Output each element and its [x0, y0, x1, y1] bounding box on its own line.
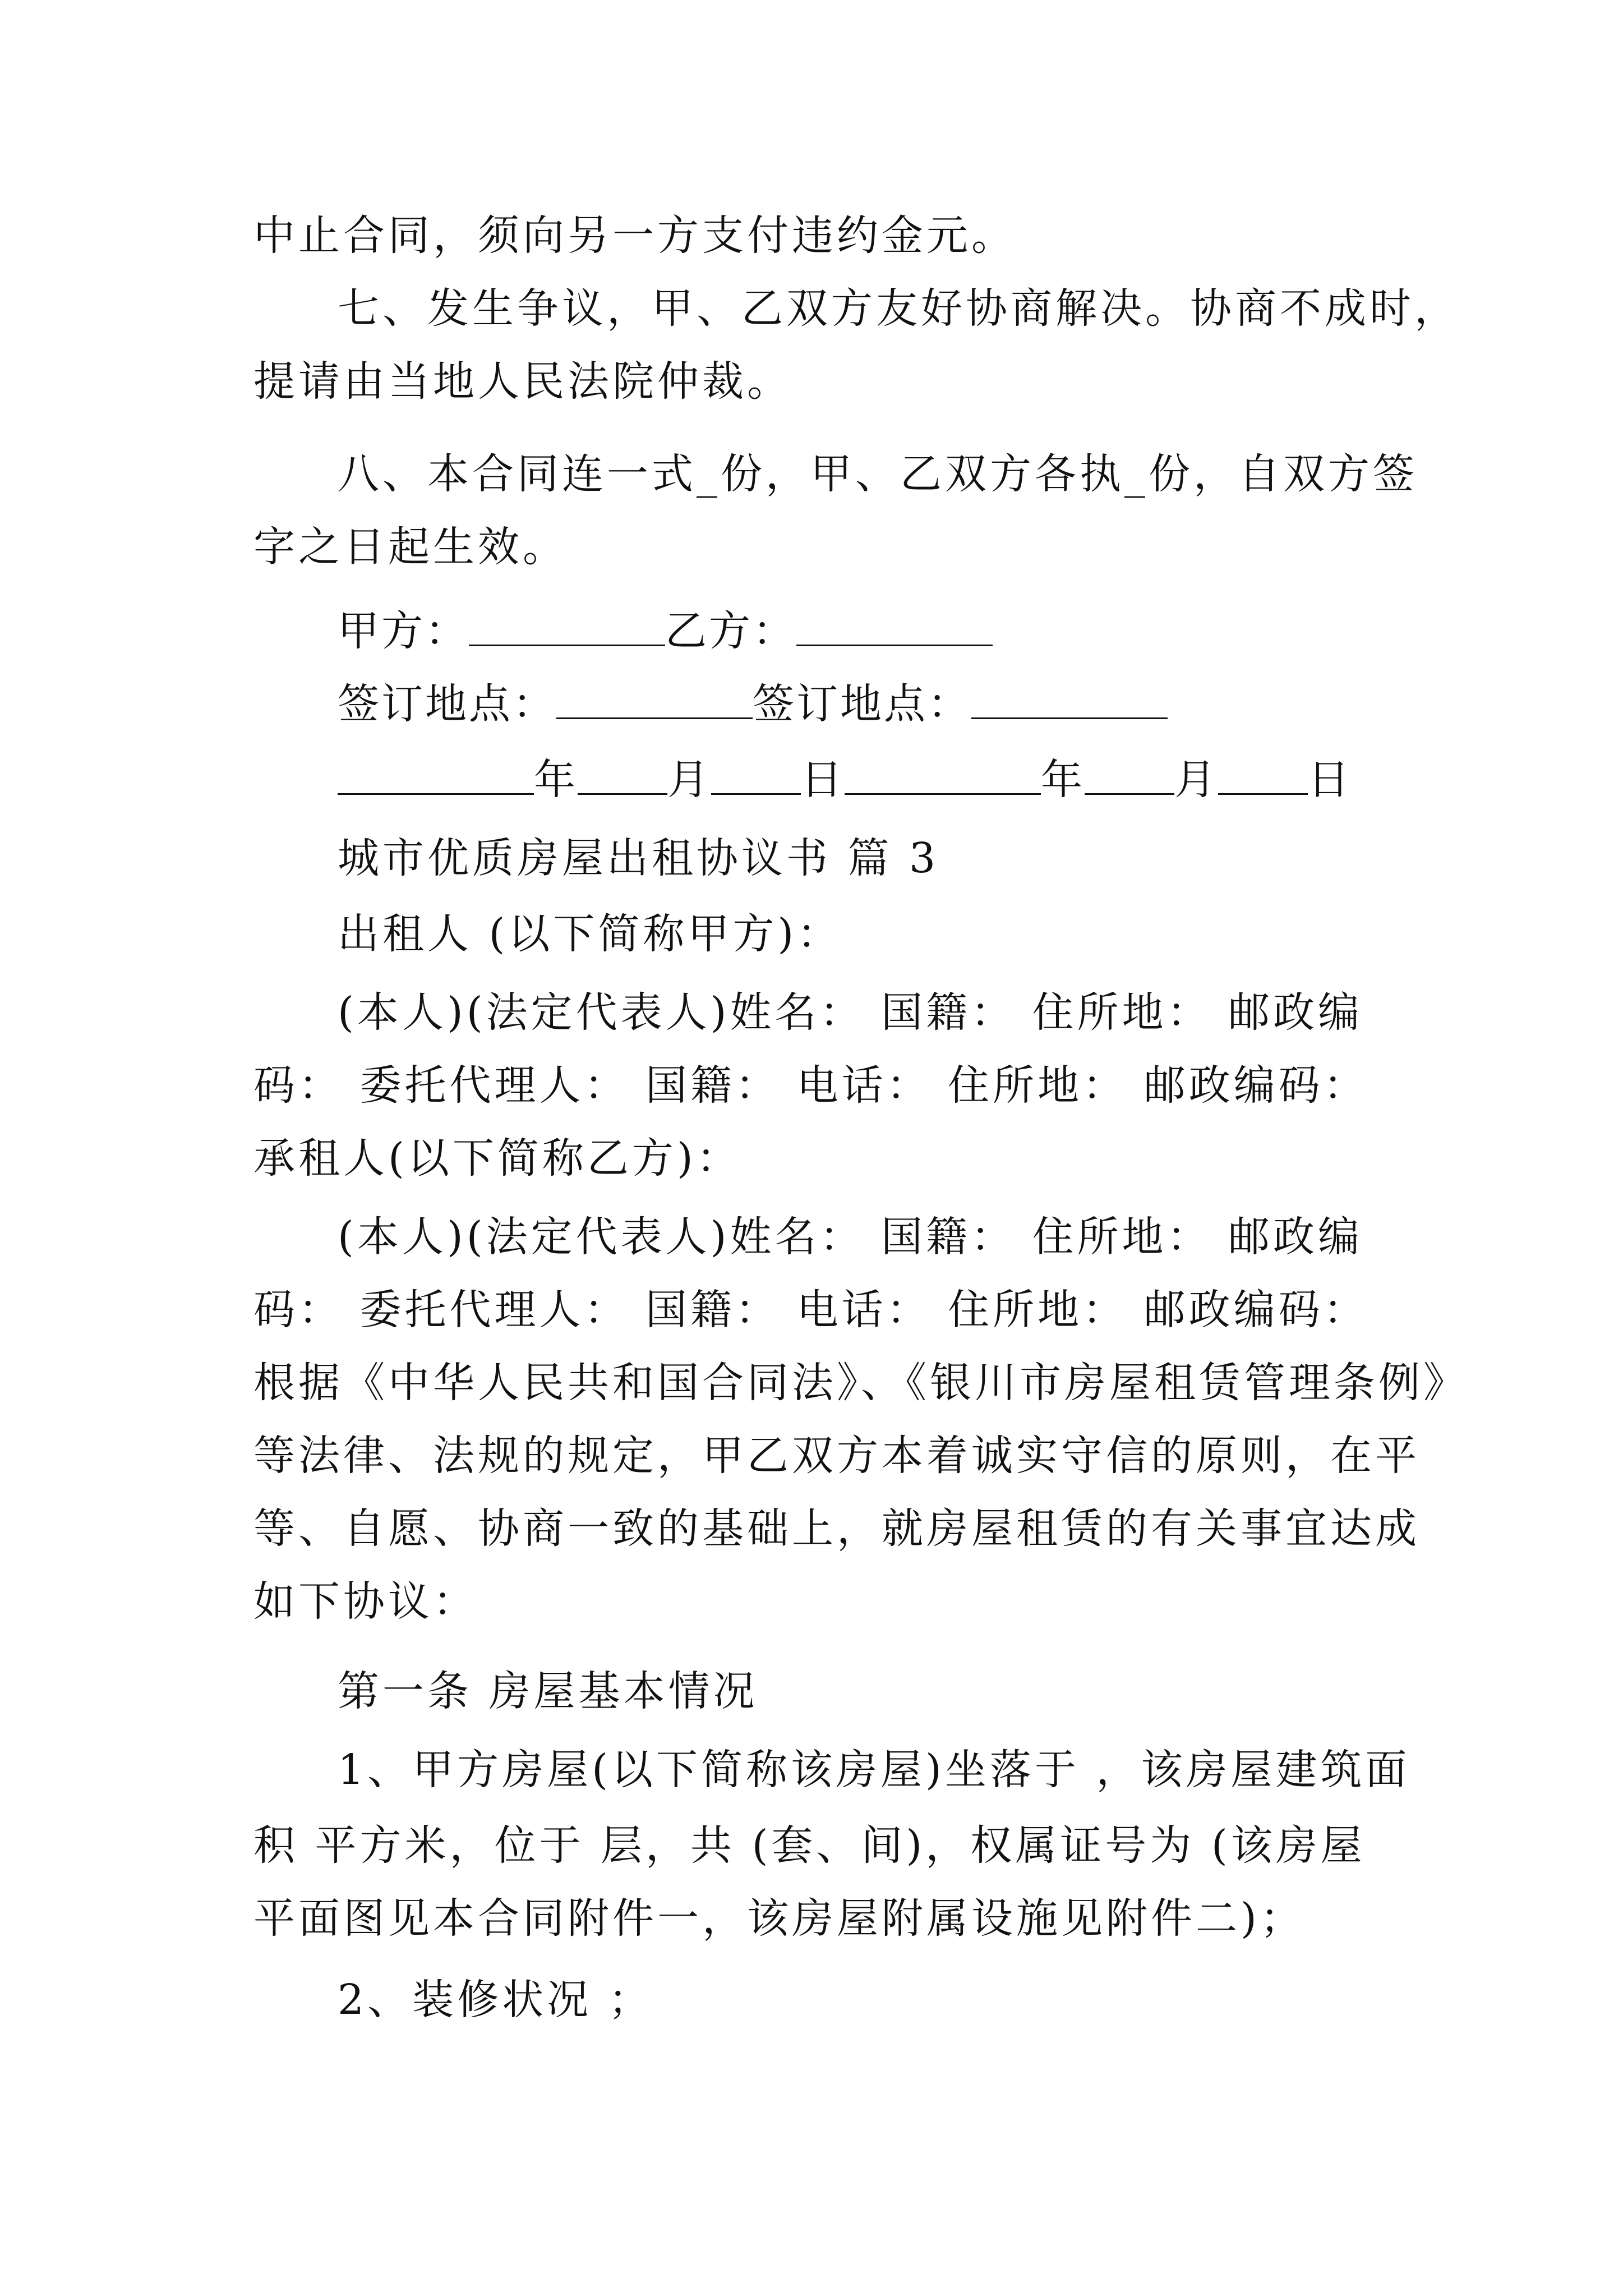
- section-title: 城市优质房屋出租协议书 篇 3: [338, 834, 939, 882]
- year-blank: [845, 754, 1041, 795]
- place-a-blank: [556, 678, 753, 719]
- day-blank: [711, 754, 801, 795]
- article-title: 第一条 房屋基本情况: [338, 1667, 758, 1715]
- article-item-line: 平面图见本合同附件一，该房屋附属设施见附件二)；: [253, 1894, 1305, 1943]
- month-label: 月: [667, 756, 711, 804]
- paragraph-line: 字之日起生效。: [253, 523, 568, 571]
- party-b-label: 乙方：: [665, 607, 796, 655]
- day-blank: [1218, 754, 1308, 795]
- signature-party-line: [338, 603, 1386, 659]
- lessor-info-line: 码： 委托代理人： 国籍： 电话： 住所地： 邮政编码：: [253, 1061, 1368, 1110]
- party-a-label: 甲方：: [338, 607, 469, 655]
- basis-line: 如下协议：: [253, 1577, 478, 1626]
- day-label: 日: [801, 756, 845, 804]
- party-b-blank: [796, 605, 993, 646]
- paragraph-line: 八、本合同连一式_份，甲、乙双方各执_份，自双方签: [338, 450, 1418, 498]
- place-b-blank: [971, 678, 1168, 719]
- signature-place-line: [338, 676, 1386, 732]
- day-label: 日: [1308, 756, 1352, 804]
- basis-line: 根据《中华人民共和国合同法》、《银川市房屋租赁管理条例》: [253, 1359, 1468, 1407]
- article-item-line: 积 平方米，位于 层，共 (套、间)，权属证号为 (该房屋: [253, 1821, 1366, 1870]
- month-blank: [1085, 754, 1174, 795]
- place-b-label: 签订地点：: [753, 680, 971, 728]
- lessor-info-line: (本人)(法定代表人)姓名： 国籍： 住所地： 邮政编: [338, 988, 1363, 1037]
- month-blank: [578, 754, 667, 795]
- article-item-line: 2、装修状况 ；: [338, 1976, 653, 2024]
- lessor-line: 出租人 (以下简称甲方)：: [338, 910, 842, 958]
- lessee-info-line: (本人)(法定代表人)姓名： 国籍： 住所地： 邮政编: [338, 1213, 1363, 1261]
- month-label: 月: [1174, 756, 1218, 804]
- paragraph-line: 七、发生争议，甲、乙双方友好协商解决。协商不成时，: [338, 284, 1459, 333]
- basis-line: 等法律、法规的规定，甲乙双方本着诚实守信的原则，在平: [253, 1432, 1420, 1480]
- year-blank: [338, 754, 534, 795]
- article-item-line: 1、甲方房屋(以下简称该房屋)坐落于 ，该房屋建筑面: [338, 1746, 1410, 1794]
- place-a-label: 签订地点：: [338, 680, 556, 728]
- year-label: 年: [1041, 756, 1085, 804]
- party-a-blank: [469, 605, 665, 646]
- signature-date-line: [338, 752, 1386, 808]
- year-label: 年: [534, 756, 578, 804]
- lessee-info-line: 码： 委托代理人： 国籍： 电话： 住所地： 邮政编码：: [253, 1286, 1368, 1334]
- basis-line: 等、自愿、协商一致的基础上，就房屋租赁的有关事宜达成: [253, 1504, 1420, 1553]
- lessee-line: 承租人(以下简称乙方)：: [253, 1134, 741, 1182]
- paragraph-line: 中止合同，须向另一方支付违约金元。: [253, 211, 1016, 260]
- paragraph-line: 提请由当地人民法院仲裁。: [253, 357, 792, 406]
